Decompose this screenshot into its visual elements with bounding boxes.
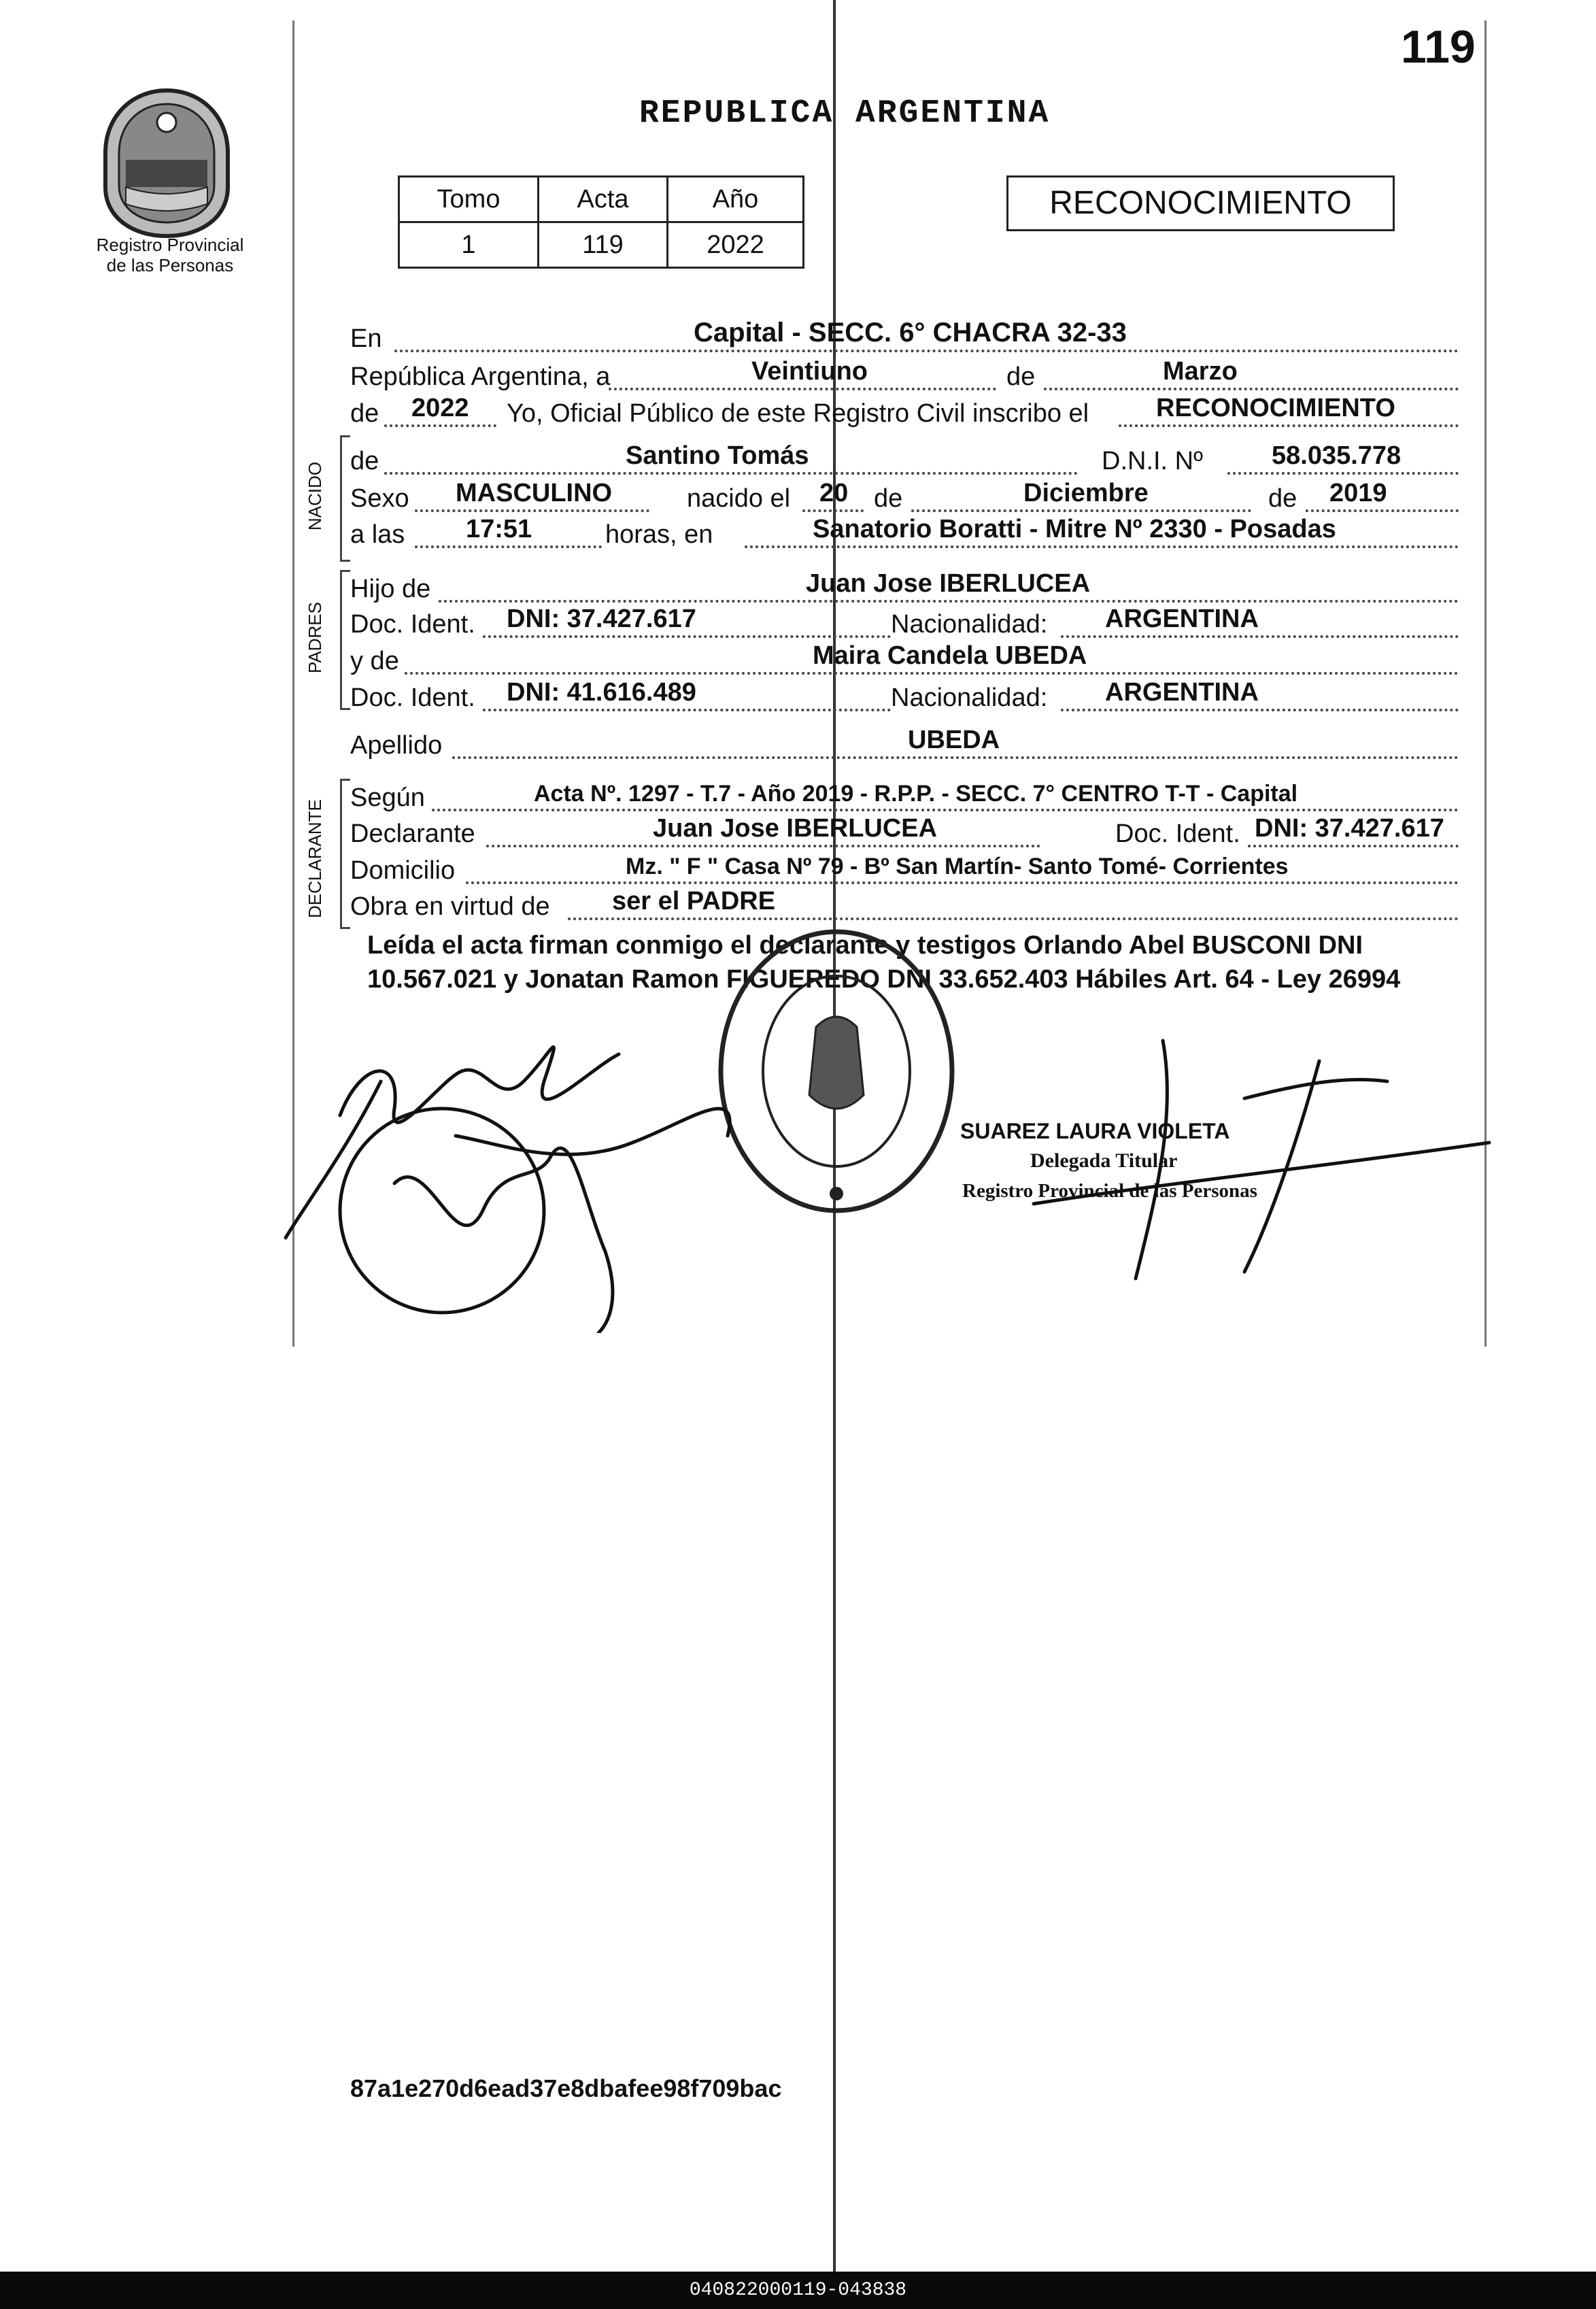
value-anio: 2022: [411, 394, 469, 422]
page-number: 119: [1401, 21, 1476, 73]
acta-table: [398, 175, 804, 269]
row-sexo: [350, 479, 1459, 516]
row-nombre: [350, 442, 1459, 479]
dots: [1248, 845, 1459, 847]
value-segun: Acta Nº. 1297 - T.7 - Año 2019 - R.P.P. - SECC. 7° CENTRO T-T - Capital: [534, 781, 1298, 807]
dots: [483, 709, 891, 711]
label-obra: Obra en virtud de: [350, 892, 550, 921]
label-oficial: Yo, Oficial Público de este Registro Civil inscribo el: [507, 399, 1089, 428]
value-anio: 2022: [668, 222, 804, 268]
row-fecha: [350, 358, 1459, 394]
dots: [384, 424, 496, 427]
row-declarante: [350, 815, 1459, 852]
label-en: En: [350, 324, 382, 353]
value-padre-doc: DNI: 37.427.617: [507, 605, 696, 633]
dots: [1227, 472, 1459, 475]
footer-code-bar: 040822000119-043838: [0, 2272, 1596, 2309]
dots: [432, 809, 1459, 811]
label-apellido: Apellido: [350, 731, 443, 760]
value-lugar-nac: Sanatorio Boratti - Mitre Nº 2330 - Posadas: [813, 515, 1336, 543]
value-dni: 58.035.778: [1272, 441, 1402, 470]
dots: [911, 509, 1251, 512]
dots: [405, 672, 1459, 675]
value-madre-doc: DNI: 41.616.489: [507, 678, 696, 707]
label-dni: D.N.I. Nº: [1102, 447, 1203, 475]
signer-role: Delegada Titular: [1030, 1149, 1178, 1172]
side-label-declarante: DECLARANTE: [305, 799, 325, 918]
value-domicilio: Mz. " F " Casa Nº 79 - Bº San Martín- Santo Tomé- Corrientes: [626, 854, 1289, 879]
label-de: de: [1006, 363, 1036, 391]
dots: [802, 509, 864, 512]
label-doc: Doc. Ident.: [350, 610, 475, 639]
label-nacionalidad2: Nacionalidad:: [891, 684, 1048, 712]
row-padre: [350, 570, 1459, 607]
dots: [568, 917, 1459, 920]
side-label-nacido: NACIDO: [305, 461, 325, 530]
value-tomo: 1: [399, 222, 539, 268]
value-inscripcion: RECONOCIMIENTO: [1156, 394, 1395, 422]
value-nac-dia: 20: [819, 479, 849, 507]
label-doc3: Doc. Ident.: [1115, 820, 1240, 848]
label-de2: de: [350, 399, 379, 428]
logo-caption: [75, 235, 265, 275]
value-hora: 17:51: [466, 515, 532, 543]
label-sexo: Sexo: [350, 484, 409, 513]
label-republica: República Argentina, a: [350, 363, 611, 391]
value-obra: ser el PADRE: [612, 887, 776, 915]
row-inscripcion: [350, 394, 1459, 431]
logo-caption-line2: de las Personas: [106, 255, 234, 275]
value-lugar: Capital - SECC. 6° CHACRA 32-33: [694, 318, 1127, 348]
value-dia: Veintiuno: [751, 357, 868, 386]
document-hash: 87a1e270d6ead37e8dbafee98f709bac: [350, 2074, 782, 2102]
label-yde: y de: [350, 647, 399, 675]
value-madre-nac: ARGENTINA: [1105, 678, 1259, 707]
document-title: REPUBLICA ARGENTINA: [639, 95, 1051, 132]
value-nac-mes: Diciembre: [1023, 479, 1149, 507]
row-en: [350, 320, 1459, 356]
dots: [439, 600, 1459, 603]
header-anio: Año: [668, 177, 804, 222]
row-segun: [350, 779, 1459, 815]
label-nacionalidad: Nacionalidad:: [891, 610, 1048, 639]
dots: [1061, 635, 1459, 638]
dots: [1119, 424, 1459, 427]
label-de5: de: [1268, 484, 1297, 513]
signatures: [279, 979, 1503, 1333]
row-padre-doc: [350, 605, 1459, 642]
label-hijo: Hijo de: [350, 575, 431, 603]
logo-caption-line1: Registro Provincial: [96, 235, 244, 255]
dots: [384, 472, 1078, 475]
dots: [1061, 709, 1459, 711]
value-declarante: Juan Jose IBERLUCEA: [653, 814, 938, 843]
label-doc2: Doc. Ident.: [350, 684, 475, 712]
record-type-box: RECONOCIMIENTO: [1006, 175, 1395, 231]
label-de4: de: [874, 484, 903, 513]
row-madre: [350, 642, 1459, 679]
row-domicilio: [350, 852, 1459, 888]
dots: [466, 881, 1459, 884]
value-nac-anio: 2019: [1329, 479, 1387, 507]
label-domicilio: Domicilio: [350, 856, 456, 885]
dots: [1044, 388, 1459, 390]
label-segun: Según: [350, 783, 425, 812]
side-label-padres: PADRES: [305, 602, 325, 673]
label-declarante: Declarante: [350, 820, 475, 848]
dots: [745, 545, 1459, 548]
dots: [394, 350, 1459, 352]
value-madre: Maira Candela UBEDA: [813, 641, 1087, 670]
label-horas: horas, en: [605, 520, 713, 549]
label-alas: a las: [350, 520, 405, 549]
label-de3: de: [350, 447, 379, 475]
value-sexo: MASCULINO: [456, 479, 613, 507]
dots: [483, 635, 891, 638]
row-obra: [350, 888, 1459, 924]
dots: [609, 388, 996, 390]
dots: [486, 845, 1040, 847]
bracket-declarante: [340, 779, 350, 929]
value-apellido: UBEDA: [908, 726, 1000, 754]
bracket-nacido: [340, 435, 350, 562]
row-hora: [350, 516, 1459, 552]
value-padre: Juan Jose IBERLUCEA: [806, 569, 1091, 598]
header-tomo: Tomo: [399, 177, 539, 222]
lectura-text: Leída el acta firman conmigo el declarante y testigos Orlando Abel BUSCONI DNI 10.567.021 y Jonatan Ramon FIGUEREDO DNI 33.652.403 Hábiles Art. 64 - Ley 26994: [367, 931, 1401, 994]
dots: [1306, 509, 1459, 512]
value-mes: Marzo: [1163, 357, 1238, 386]
signer-organism: Registro Provincial de las Personas: [962, 1180, 1257, 1202]
value-declarante-doc: DNI: 37.427.617: [1255, 814, 1444, 843]
signer-name: SUAREZ LAURA VIOLETA: [960, 1119, 1230, 1143]
dots: [452, 756, 1459, 759]
dots: [415, 509, 649, 512]
misiones-seal-logo: [99, 85, 235, 241]
row-madre-doc: [350, 679, 1459, 715]
value-acta: 119: [539, 222, 668, 268]
row-apellido: [350, 726, 1459, 763]
dots: [415, 545, 602, 548]
value-padre-nac: ARGENTINA: [1105, 605, 1259, 633]
value-nombre: Santino Tomás: [626, 441, 809, 470]
bracket-padres: [340, 570, 350, 710]
header-acta: Acta: [539, 177, 668, 222]
label-nacido: nacido el: [687, 484, 791, 513]
